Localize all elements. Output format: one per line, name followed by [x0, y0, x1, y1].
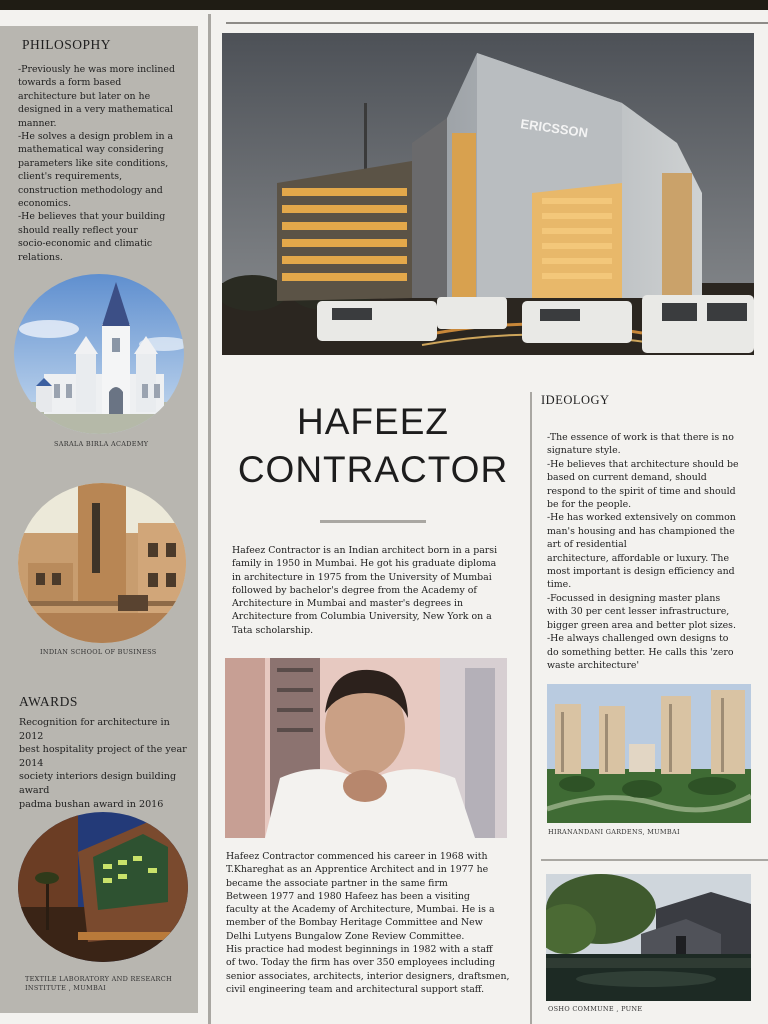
building-sign-text: ERICSSON [519, 116, 589, 141]
photo-textile-laboratory [18, 812, 188, 962]
awards-text: Recognition for architecture in 2012 best hospitality project of the year 2014 society interiors design building award padma bushan award in 2016 [19, 717, 187, 810]
caption-sarala-birla-academy: SARALA BIRLA ACADEMY [54, 440, 149, 448]
divider-right-horizontal [541, 859, 768, 861]
title-divider [320, 520, 426, 523]
ideology-heading: IDEOLOGY [541, 393, 610, 407]
career-text: Hafeez Contractor commenced his career in 1968 with T.Khareghat as an Apprentice Architect and in 1977 he became the associate partner in the same firm Between 1977 and 1980 Hafeez has been a visiting faculty at the Academy of Architecture, Mumbai. He is a member of the Bombay Heritage Committee and New Delhi Lutyens Bungalow Zone Review Committee. His practice had modest beginnings in 1982 with a staff of two. Today the firm has over 350 employees including senior associates, architects, interior designers, draftsmen, civil engineering team and architectural support staff. [226, 851, 510, 995]
photo-osho-commune [546, 874, 751, 1001]
portrait-photo [225, 658, 507, 838]
divider-vertical-right [530, 392, 532, 1024]
intro-text: Hafeez Contractor is an Indian architect born in a parsi family in 1950 in Mumbai. He got his graduate diploma in architecture in 1975 from the University of Mumbai followed by bachelor's degree from the Academy of Architecture in Mumbai and master's degrees in Architecture from Columbia University, New York on a Tata scholarship. [232, 545, 498, 636]
caption-hiranandani-gardens: HIRANANDANI GARDENS, MUMBAI [548, 828, 680, 836]
ideology-text: -The essence of work is that there is no signature style. -He believes that architecture should be based on current demand, should respond to the spirit of time and should be for the people. -He has worked extensively on common man's housing and has championed the art of residential architecture, affordable or luxury. The most important is design efficiency and time. -Focussed in designing master plans with 30 per cent lesser infrastructure, bigger green area and better plot sizes. -He always challenged own designs to do something better. He calls this 'zero waste architecture' [547, 432, 739, 671]
photo-hiranandani-gardens [547, 684, 751, 823]
top-bar [0, 0, 768, 10]
caption-indian-school-of-business: INDIAN SCHOOL OF BUSINESS [40, 648, 157, 656]
hero-photo-ericsson-building [222, 33, 754, 355]
photo-indian-school-of-business [18, 483, 186, 643]
page-title: HAFEEZ CONTRACTOR [237, 401, 509, 490]
divider-top [226, 22, 768, 24]
caption-osho-commune: OSHO COMMUNE , PUNE [548, 1005, 643, 1013]
caption-textile-laboratory: TEXTILE LABORATORY AND RESEARCH INSTITUTE , MUMBAI [25, 975, 172, 992]
photo-sarala-birla-academy [14, 274, 184, 434]
divider-vertical-left [208, 14, 211, 1024]
philosophy-text: -Previously he was more inclined towards a form based architecture but later on he designed in a very mathematical manner. -He solves a design problem in a mathematical way considering parameters like site conditions, client's requirements, construction methodology and economics. -He believes that your building should really reflect your socio-economic and climatic relations. [18, 64, 175, 263]
awards-heading: AWARDS [19, 694, 78, 709]
philosophy-heading: PHILOSOPHY [22, 37, 112, 52]
